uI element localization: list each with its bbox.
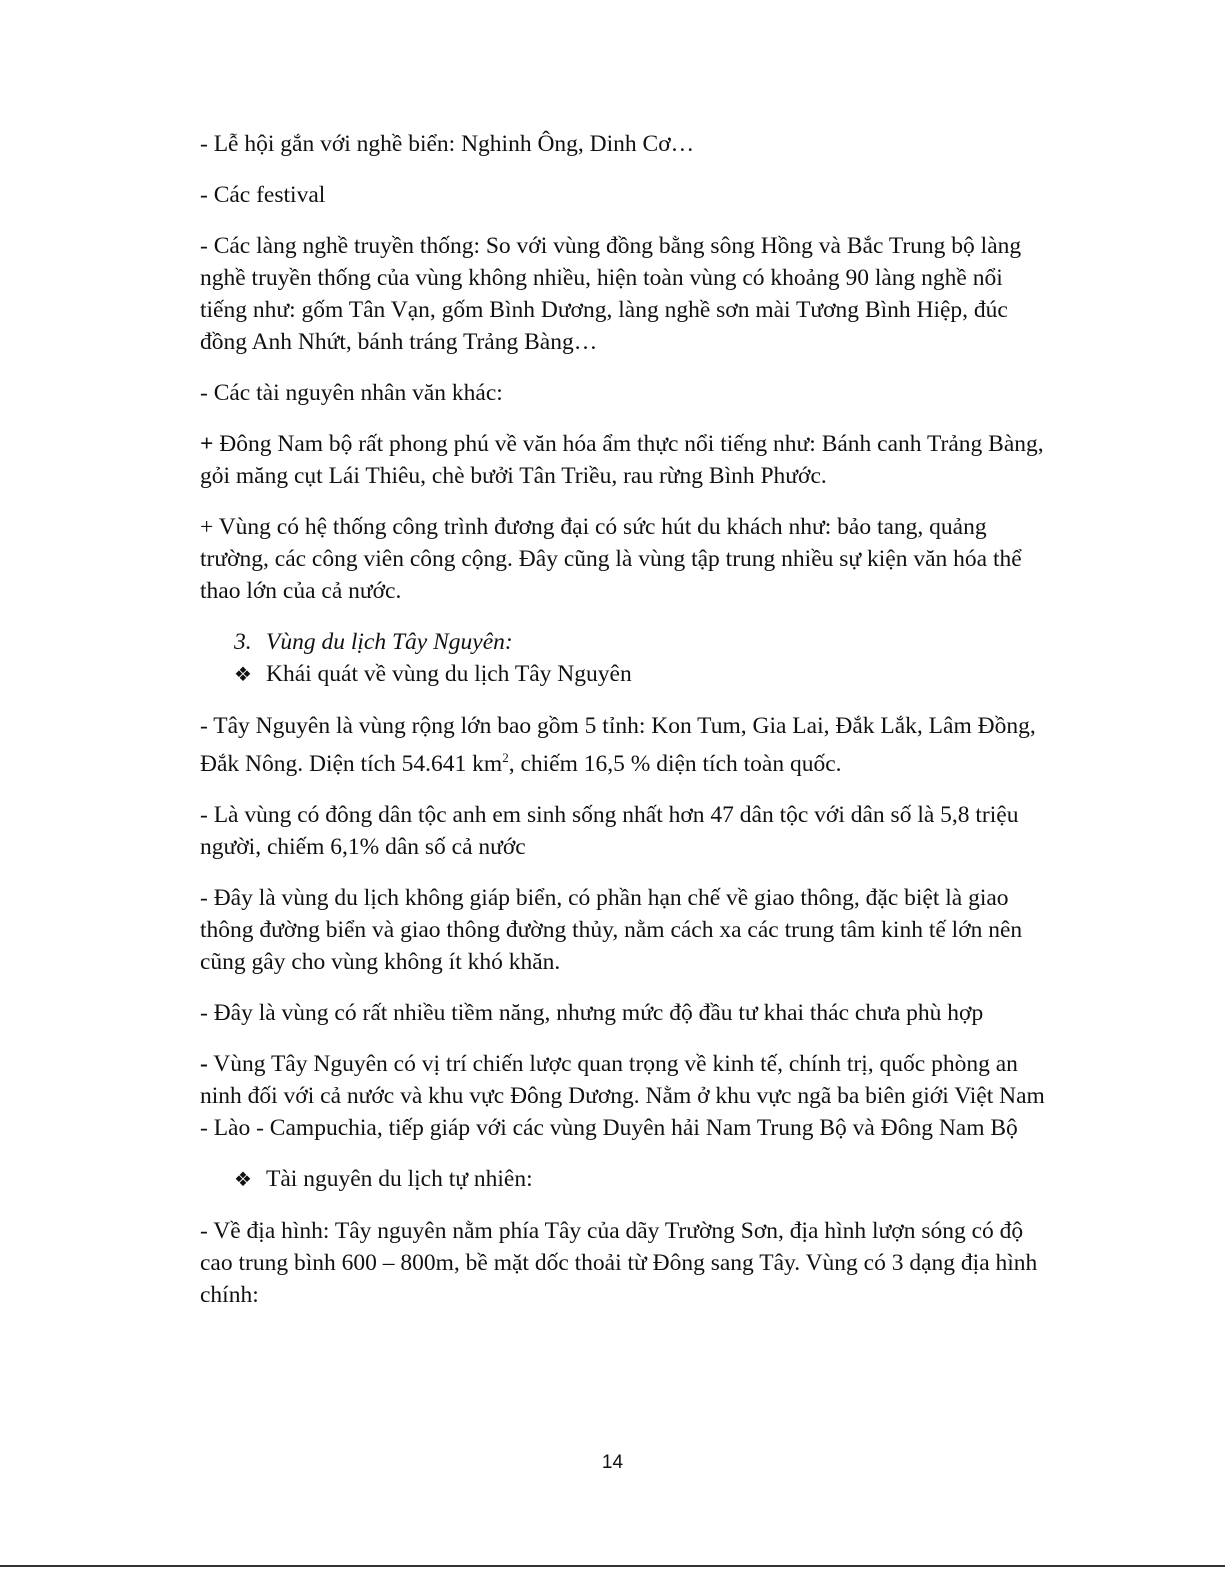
bullet-overview-text: Khái quát về vùng du lịch Tây Nguyên — [266, 661, 632, 687]
section-number: 3. — [234, 629, 252, 655]
paragraph-potential: - Đây là vùng có rất nhiều tiềm năng, nhưng mức độ đầu tư khai thác chưa phù hợp — [200, 999, 984, 1026]
section-heading — [200, 626, 1045, 658]
paragraph-area-text-end: , chiếm 16,5 % diện tích toàn quốc. — [508, 750, 842, 777]
paragraph-cuisine — [200, 428, 1045, 492]
section-title: Vùng du lịch Tây Nguyên: — [266, 629, 513, 655]
paragraph-craft-villages: - Các làng nghề truyền thống: So với vùng đồng bằng sông Hồng và Bắc Trung bộ làng nghề truyền thống của vùng không nhiều, hiện toàn vùng có khoảng 90 làng nghề nổi tiếng như: gốm Tân Vạn, gốm Bình Dương, làng nghề sơn mài Tương Bình Hiệp, đúc đồng Anh Nhứt, bánh tráng Trảng Bàng… — [200, 233, 1022, 355]
paragraph-population: - Là vùng có đông dân tộc anh em sinh sống nhất hơn 47 dân tộc với dân số là 5,8 triệu người, chiếm 6,1% dân số cả nước — [200, 801, 1019, 860]
superscript-2: 2 — [502, 750, 509, 765]
bullet-natural-resources — [200, 1163, 1045, 1196]
paragraph-terrain: - Về địa hình: Tây nguyên nằm phía Tây của dãy Trường Sơn, địa hình lượn sóng có độ cao trung bình 600 – 800m, bề mặt dốc thoải từ Đông sang Tây. Vùng có 3 dạng địa hình chính: — [200, 1217, 1038, 1308]
paragraph-festival-list: - Các festival — [200, 182, 326, 208]
paragraph-cuisine-text: Đông Nam bộ rất phong phú về văn hóa ẩm thực nổi tiếng như: Bánh canh Trảng Bàng, gỏi măng cụt Lái Thiêu, chè bưởi Tân Triều, rau rừng Bình Phước. — [200, 431, 1044, 489]
paragraph-area — [200, 710, 1045, 780]
paragraph-other-resources: - Các tài nguyên nhân văn khác: — [200, 380, 503, 406]
paragraph-no-sea: - Đây là vùng du lịch không giáp biển, có phần hạn chế về giao thông, đặc biệt là giao thông đường biển và giao thông đường thủy, nằm cách xa các trung tâm kinh tế lớn nên cũng gây cho vùng không ít khó khăn. — [200, 884, 1023, 975]
paragraph-festivals-sea: - Lễ hội gắn với nghề biển: Nghinh Ông, Dinh Cơ… — [200, 131, 695, 157]
diamond-bullet-icon: ❖ — [234, 664, 252, 686]
paragraph-strategic-text: Vùng Tây Nguyên có vị trí chiến lược quan trọng về kinh tế, chính trị, quốc phòng an ninh đối với cả nước và khu vực Đông Dương. Nằm ở khu vực ngã ba biên giới Việt Nam - Lào - Campuchia, tiếp giáp với các vùng Duyên hải Nam Trung Bộ và Đông Nam Bộ — [200, 1050, 1045, 1141]
page-body — [200, 128, 1045, 1311]
bullet-overview — [200, 658, 1045, 691]
plus-mark: + — [200, 431, 214, 457]
bottom-divider — [0, 1565, 1225, 1567]
paragraph-area-text: - Tây Nguyên là vùng rộng lớn bao gồm 5 tỉnh: Kon Tum, Gia Lai, Đắk Lắk, Lâm Đồng, Đắk Nông. Diện tích 54.641 km — [200, 713, 1036, 777]
paragraph-strategic — [200, 1048, 1045, 1144]
paragraph-modern-works: + Vùng có hệ thống công trình đương đại có sức hút du khách như: bảo tang, quảng trường, các công viên công cộng. Đây cũng là vùng tập trung nhiều sự kiện văn hóa thể thao lớn của cả nước. — [200, 514, 1022, 604]
dash-mark: - — [200, 1050, 208, 1077]
page-number: 14 — [601, 1452, 624, 1473]
bullet-natural-resources-text: Tài nguyên du lịch tự nhiên: — [266, 1165, 533, 1192]
diamond-bullet-icon: ❖ — [234, 1168, 252, 1191]
